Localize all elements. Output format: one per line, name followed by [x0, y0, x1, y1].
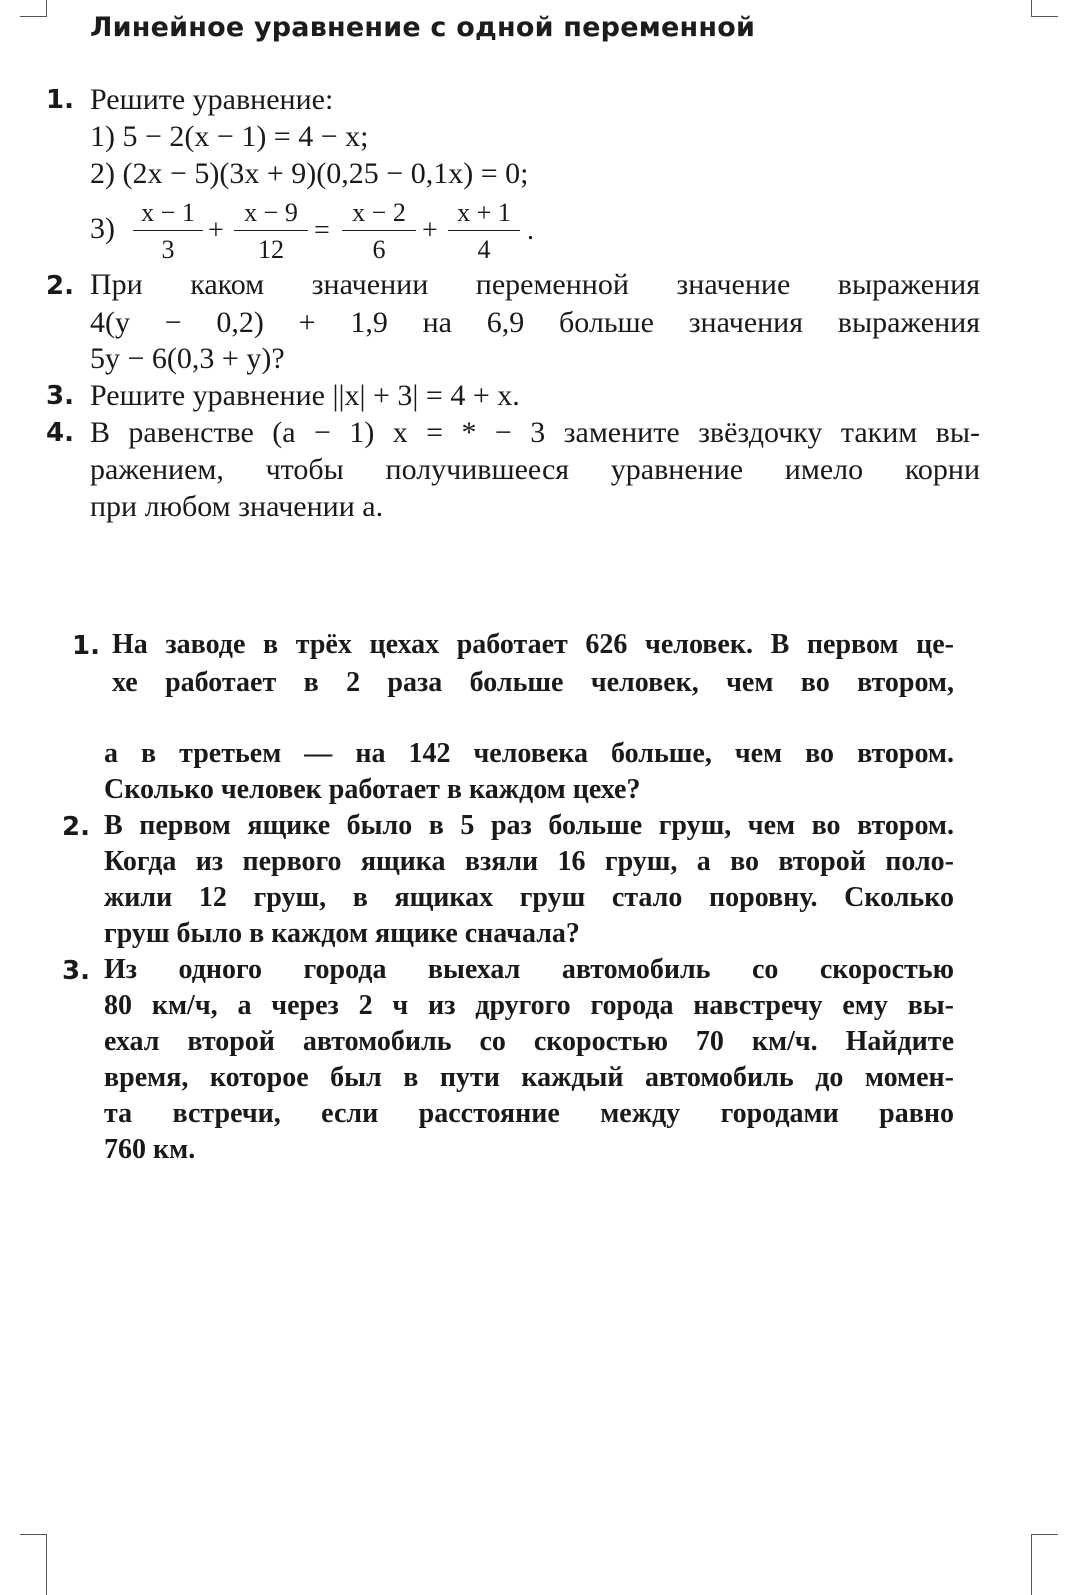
s1-task1-number: 1. — [46, 85, 74, 115]
s1-task4-line-2: ражением, чтобы получившееся уравнение имело корни — [90, 453, 980, 486]
fraction-denominator: 12 — [258, 235, 284, 264]
s2-task2-number: 2. — [62, 812, 90, 842]
crop-mark-bottom-right — [1031, 1534, 1058, 1595]
s1-eq3-fraction-3 — [342, 200, 416, 263]
s1-task1-eq2: 2) (2x − 5)(3x + 9)(0,25 − 0,1x) = 0; — [90, 157, 529, 190]
fraction-denominator: 6 — [372, 235, 386, 264]
s2-task1-line-1: На заводе в трёх цехах работает 626 человек. В первом це- — [112, 629, 954, 660]
page-title: Линейное уравнение с одной переменной — [90, 12, 756, 43]
s1-eq3-fraction-1 — [133, 200, 203, 263]
s1-eq3-op-plus-1: + — [208, 215, 224, 246]
s1-task1-intro: Решите уравнение: — [90, 83, 334, 116]
s1-eq3-fraction-4 — [448, 200, 520, 263]
fraction-denominator: 4 — [477, 235, 491, 264]
fraction-denominator: 3 — [161, 235, 175, 264]
s2-task1-line-2: хе работает в 2 раза больше человек, чем во втором, — [112, 667, 954, 698]
s2-task1-line-4: Сколько человек работает в каждом цехе? — [104, 774, 641, 805]
s1-task3-number: 3. — [46, 381, 74, 411]
fraction-numerator: x − 9 — [244, 198, 298, 227]
fraction-numerator: x + 1 — [457, 198, 511, 227]
s2-task3-number: 3. — [62, 956, 90, 986]
s1-eq3-equals: = — [314, 215, 330, 246]
s1-task4-number: 4. — [46, 418, 74, 448]
s2-task3-line-2: 80 км/ч, а через 2 ч из другого города навстречу ему вы- — [104, 990, 954, 1021]
s2-task2-line-3: жили 12 груш, в ящиках груш стало поровну. Сколько — [104, 882, 954, 913]
s2-task2-line-4: груш было в каждом ящике сначала? — [104, 918, 580, 949]
s2-task3-line-1: Из одного города выехал автомобиль со скоростью — [104, 954, 954, 985]
fraction-numerator: x − 2 — [352, 198, 406, 227]
s2-task3-line-4: время, которое был в пути каждый автомобиль до момен- — [104, 1062, 954, 1093]
s1-task4-line-3: при любом значении a. — [90, 490, 384, 523]
crop-mark-top-right — [1031, 0, 1058, 17]
crop-mark-bottom-left — [20, 1534, 47, 1595]
s1-task4-line-1: В равенстве (a − 1) x = * − 3 замените звёздочку таким вы- — [90, 416, 980, 449]
s1-task1-eq3-label: 3) — [90, 212, 115, 245]
s1-task2-line-3: 5y − 6(0,3 + y)? — [90, 342, 285, 375]
s1-task2-line-2: 4(y − 0,2) + 1,9 на 6,9 больше значения выражения — [90, 306, 980, 339]
s2-task1-line-3: а в третьем — на 142 человека больше, чем во втором. — [104, 738, 954, 769]
fraction-numerator: x − 1 — [141, 198, 195, 227]
s1-eq3-op-plus-2: + — [422, 215, 438, 246]
s1-eq3-period: . — [527, 215, 534, 246]
crop-mark-top-left — [20, 0, 47, 17]
s1-task2-line-1: При каком значении переменной значение выражения — [90, 268, 980, 301]
s2-task3-line-3: ехал второй автомобиль со скоростью 70 км/ч. Найдите — [104, 1026, 954, 1057]
s2-task3-line-6: 760 км. — [104, 1134, 196, 1165]
s1-task1-eq1: 1) 5 − 2(x − 1) = 4 − x; — [90, 120, 369, 153]
s2-task1-number: 1. — [72, 631, 100, 661]
s1-task2-number: 2. — [46, 271, 74, 301]
s1-task3-text: Решите уравнение ||x| + 3| = 4 + x. — [90, 379, 520, 412]
s2-task3-line-5: та встречи, если расстояние между городами равно — [104, 1098, 954, 1129]
s1-eq3-fraction-2 — [234, 200, 308, 263]
s2-task2-line-1: В первом ящике было в 5 раз больше груш, чем во втором. — [104, 810, 954, 841]
s2-task2-line-2: Когда из первого ящика взяли 16 груш, а во второй поло- — [104, 846, 954, 877]
